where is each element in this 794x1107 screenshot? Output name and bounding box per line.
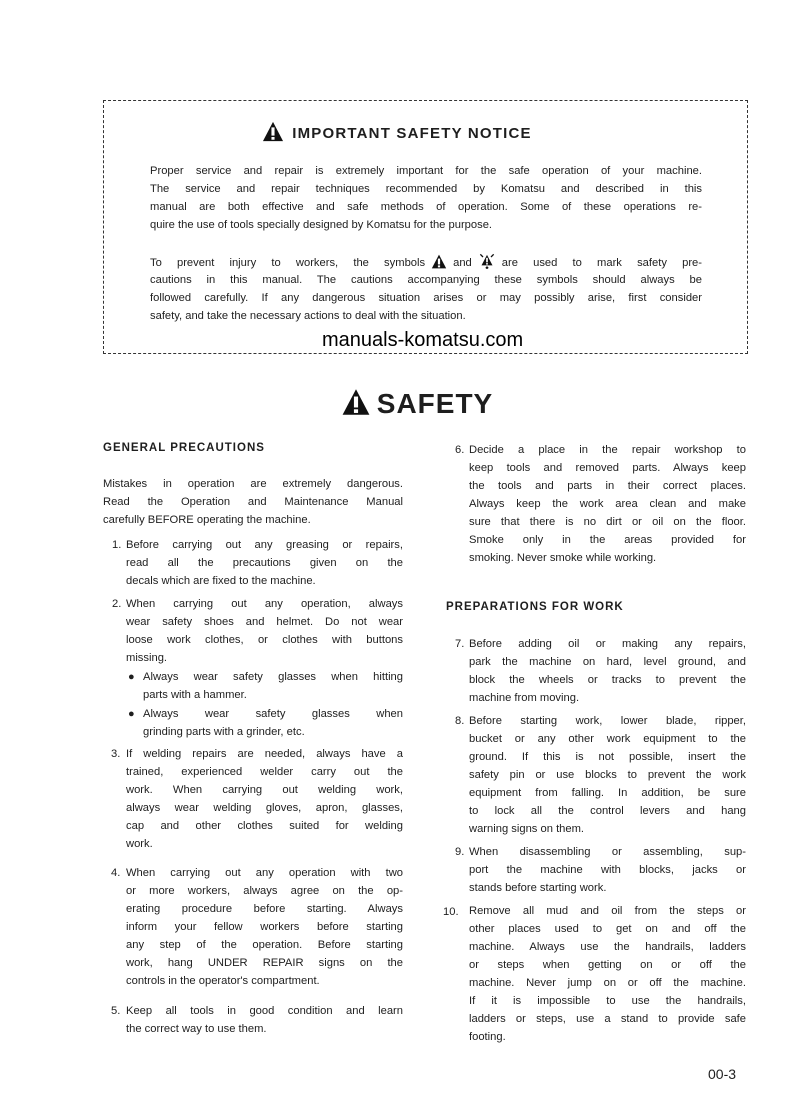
item-number: 4. [111,867,121,879]
text-line: Remove all mud and oil from the steps or [469,905,746,917]
text-line: the tools and parts in their correct places. [469,480,746,492]
text-line: If welding repairs are needed, always have a [126,748,403,760]
text-line: Proper service and repair is extremely important for the safe operation of your machine. [150,165,702,177]
text-line: Decide a place in the repair workshop to [469,444,746,456]
bullet-text [143,668,403,704]
text-line: other places used to get on and off the [469,923,746,935]
text: are used to mark safety pre- [501,257,702,269]
text: and [453,257,472,269]
text-line: inform your fellow workers before starting [126,921,403,933]
text-line: any step of the operation. Before starting [126,939,403,951]
item-number: 7. [455,638,465,650]
text: To prevent injury to workers, the symbols [150,257,426,269]
text-line: stands before starting work. [469,882,607,894]
warning-triangle-icon [341,388,371,416]
text-line: equipment from falling. In addition, be sure [469,787,746,799]
text-line: ground. If this is not possible, insert the [469,751,746,763]
text-line: Always wear safety glasses when [143,708,403,720]
text-line: carefully BEFORE operating the machine. [103,514,311,526]
text-line: ladders or steps, use a stand to provide safe [469,1013,746,1025]
item-text [126,1002,403,1038]
text-line: smoking. Never smoke while working. [469,552,657,564]
notice-title [0,121,794,142]
notice-paragraph-2-first-line [150,253,702,271]
text-line: work. [126,838,153,850]
item-number: 6. [455,444,465,456]
item-number: 9. [455,846,465,858]
text-line: bucket or any other work equipment to the [469,733,746,745]
text-line: always wear welding gloves, apron, glasses, [126,802,403,814]
warning-triangle-icon [262,121,284,142]
text-line: port the machine with blocks, jacks or [469,864,746,876]
item-number: 8. [455,715,465,727]
text-line: When carrying out any operation, always [126,598,403,610]
text-line: or steps when getting on or off the [469,959,746,971]
item-text [126,536,403,590]
text-line: parts with a hammer. [143,689,247,701]
item-text [469,635,746,707]
text-line: sure that there is no dirt or oil on the floor. [469,516,746,528]
page-number: 00-3 [708,1066,737,1082]
safety-title-text: SAFETY [376,388,494,419]
safety-title [0,388,794,420]
text-line: missing. [126,652,168,664]
general-intro [103,475,403,529]
text-line: quire the use of tools specially designed by Komatsu for the purpose. [150,219,493,231]
notice-title-text: IMPORTANT SAFETY NOTICE [292,125,532,142]
text-line: When disassembling or assembling, sup- [469,846,746,858]
item-number: 5. [111,1005,121,1017]
item-text [126,595,403,667]
preparations-heading: PREPARATIONS FOR WORK [446,601,624,613]
text-line: machine. Always use the handrails, ladders [469,941,746,953]
text-line: Before carrying out any greasing or repairs, [126,539,403,551]
text-line: work. When carrying out welding work, [126,784,403,796]
text-line: Always keep the work area clean and make [469,498,746,510]
text-line: footing. [469,1031,506,1043]
text-line: keep tools and removed parts. Always keep [469,462,746,474]
text-line: Always wear safety glasses when hitting [143,671,403,683]
text-line: Mistakes in operation are extremely dangerous. [103,478,403,490]
text-line: safety pin or use blocks to prevent the work [469,769,746,781]
text-line: machine. Never jump on or off the machine. [469,977,746,989]
text-line: trained, experienced welder carry out the [126,766,403,778]
general-precautions-heading: GENERAL PRECAUTIONS [103,442,265,454]
bullet-icon: ● [128,671,135,683]
text-line: warning signs on them. [469,823,585,835]
item-number: 2. [112,598,122,610]
text-line: park the machine on hard, level ground, and [469,656,746,668]
item-text [469,903,746,1047]
item-text [469,712,746,838]
text-line: machine from moving. [469,692,580,704]
item-number: 1. [112,539,122,551]
bullet-text [143,705,403,741]
text-line: controls in the operator's compartment. [126,975,320,987]
warning-starburst-icon [478,253,496,269]
text-line: Before starting work, lower blade, ripper, [469,715,746,727]
item-number: 10. [443,906,459,918]
text-line: The service and repair techniques recommended by Komatsu and described in this [150,183,702,195]
text-line: followed carefully. If any dangerous situation arises or may possibly arise, first consider [150,292,702,304]
item-text [126,745,403,853]
item-text [126,864,403,990]
text-line: read all the precautions given on the [126,557,403,569]
warning-triangle-icon [431,254,447,269]
text-line: wear safety shoes and helmet. Do not wear [126,616,403,628]
bullet-icon: ● [128,708,135,720]
notice-paragraph-2 [150,253,702,325]
text-line: loose work clothes, or clothes with buttons [126,634,403,646]
text-line: Before adding oil or making any repairs, [469,638,746,650]
text-line: work, hang UNDER REPAIR signs on the [126,957,403,969]
text-line: manual are both effective and safe methods of operation. Some of these operations re- [150,201,702,213]
text-line: When carrying out any operation with two [126,867,403,879]
text-line: If it is impossible to use the handrails, [469,995,746,1007]
text-line: cap and other clothes suited for welding [126,820,403,832]
text-line: block the wheels or tracks to prevent the [469,674,746,686]
text-line: decals which are fixed to the machine. [126,575,316,587]
item-number: 3. [111,748,121,760]
watermark: manuals-komatsu.com [322,329,524,351]
text-line: Read the Operation and Maintenance Manual [103,496,403,508]
notice-paragraph-2-rest [150,271,702,325]
text-line: or more workers, always agree on the op- [126,885,403,897]
item-text [469,843,746,897]
item-text [469,441,746,567]
text-line: Keep all tools in good condition and learn [126,1005,403,1017]
text-line: Smoke only in the areas provided for [469,534,746,546]
notice-paragraph-1 [150,162,702,234]
text-line: the correct way to use them. [126,1023,267,1035]
text-line: cautions in this manual. The cautions accompanying these symbols should always be [150,274,702,286]
text-line: grinding parts with a grinder, etc. [143,726,305,738]
text-line: to lock all the control levers and hang [469,805,746,817]
text-line: safety, and take the necessary actions to deal with the situation. [150,310,466,322]
text-line: erating procedure before starting. Always [126,903,403,915]
